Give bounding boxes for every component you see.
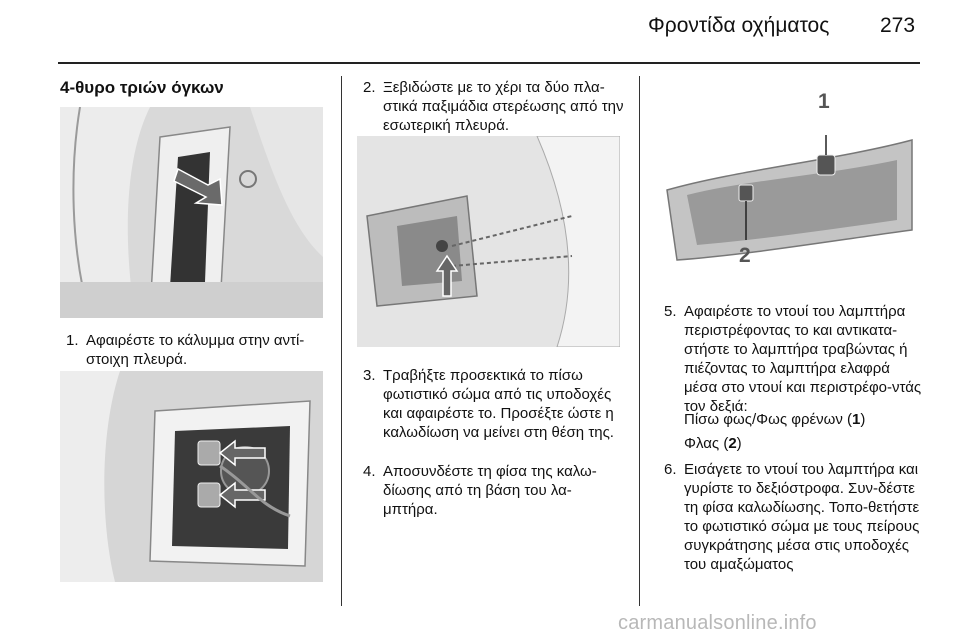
bulb-ref: 2 (728, 435, 737, 452)
section-title: 4-θυρο τριών όγκων (60, 78, 224, 97)
callout-1: 1 (818, 90, 830, 113)
bulb-ref: 1 (852, 411, 861, 428)
bulb-item-1: Πίσω φως/Φως φρένων (1) (684, 411, 866, 428)
step-number: 2. (363, 79, 376, 96)
figure-nuts (357, 136, 620, 347)
figure-trunk-cover (60, 107, 323, 318)
header-rule (58, 62, 920, 64)
step-3 (363, 366, 625, 442)
step-text: Ξεβιδώστε με το χέρι τα δύο πλα-στικά παξιμάδια στερέωσης από την εσωτερική πλευρά. (383, 79, 624, 134)
page-number: 273 (880, 14, 916, 37)
step-number: 1. (66, 332, 79, 349)
step-text: Τραβήξτε προσεκτικά το πίσω φωτιστικό σώμα από τις υποδοχές και αφαιρέστε το. Προσέξτε ώστε η καλωδίωση να μείνει στη θέση της. (383, 367, 614, 441)
step-number: 6. (664, 461, 677, 478)
step-number: 3. (363, 367, 376, 384)
figure-connectors (60, 371, 323, 582)
step-4 (363, 462, 625, 519)
step-number: 5. (664, 303, 677, 320)
callout-2: 2 (739, 244, 751, 267)
watermark: carmanualsonline.info (618, 612, 817, 634)
column-divider-left (341, 76, 342, 606)
bulb-name: Φλας (684, 435, 720, 452)
step-5 (664, 302, 926, 416)
step-2 (363, 78, 625, 135)
step-text: Αφαιρέστε το ντουί του λαμπτήρα περιστρέφοντας το και αντικατα-στήστε το λαμπτήρα τραβώντας ή πιέζοντας το λαμπτήρα ελαφρά μέσα στο ντουί και περιστρέφο-ντάς τον δεξιά: (684, 303, 922, 415)
bulb-name: Πίσω φως/Φως φρένων (684, 411, 843, 428)
figure-bulb-positions (657, 80, 920, 291)
bulb-item-2: Φλας (2) (684, 435, 742, 452)
step-text: Αποσυνδέστε τη φίσα της καλω-δίωσης από τη βάση του λα-μπτήρα. (383, 463, 597, 518)
page-header-title: Φροντίδα οχήματος (648, 14, 830, 37)
step-6 (664, 460, 926, 574)
step-number: 4. (363, 463, 376, 480)
step-text: Αφαιρέστε το κάλυμμα στην αντί-στοιχη πλευρά. (86, 332, 305, 368)
step-text: Εισάγετε το ντουί του λαμπτήρα και γυρίστε το δεξιόστροφα. Συν-δέστε τη φίσα καλωδίωσης. Τοπο-θετήστε το φωτιστικό σώμα με τους πείρους συγκράτησης μέσα στις υποδοχές του αμαξώματος (684, 461, 920, 573)
column-divider-right (639, 76, 640, 606)
step-1 (66, 331, 331, 369)
